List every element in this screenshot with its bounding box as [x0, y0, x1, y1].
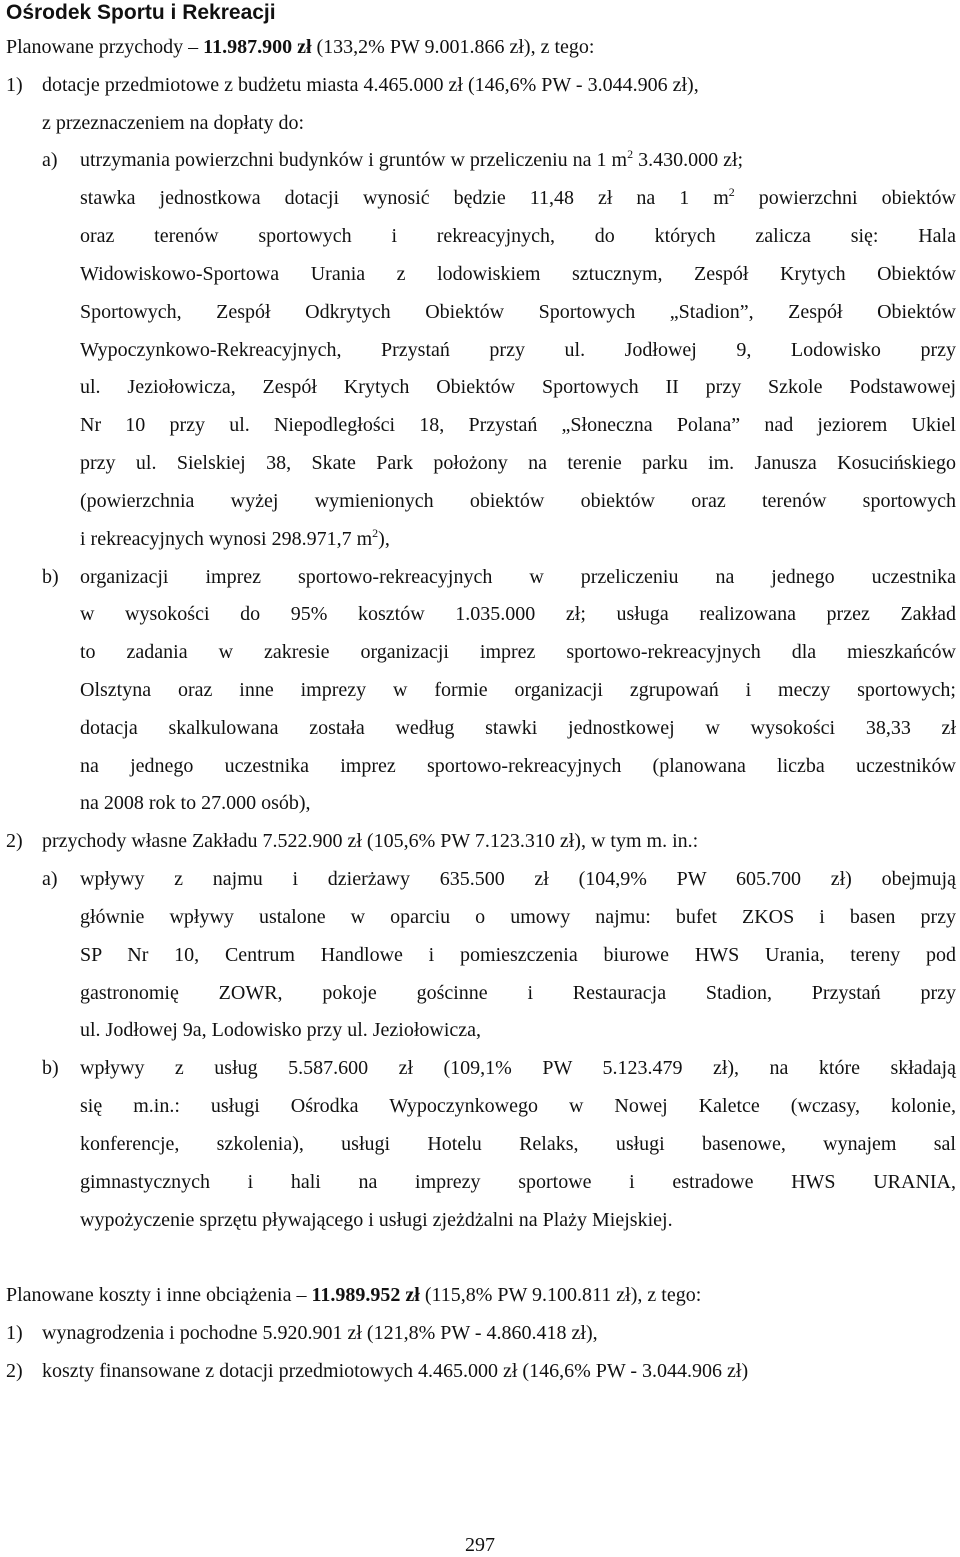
item-b-line: dotacja skalkulowana została według stawki jednostkowej w wysokości 38,33 zł: [80, 717, 956, 739]
item-a-line: (powierzchnia wyżej wymienionych obiektów obiektów oraz terenów sportowych: [80, 490, 956, 512]
item-a-line: ul. Jeziołowicza, Zespół Krytych Obiektów Sportowych II przy Szkole Podstawowej: [80, 376, 956, 398]
item-b-line: to zadania w zakresie organizacji imprez sportowo-rekreacyjnych dla mieszkańców: [80, 641, 956, 663]
list-marker: a): [42, 149, 58, 171]
subsidies-line: dotacje przedmiotowe z budżetu miasta 4.465.000 zł (146,6% PW - 3.044.906 zł),: [42, 74, 699, 96]
item-a-line: przy ul. Sielskiej 38, Skate Park położony na terenie parku im. Janusza Kosucińskiego: [80, 452, 956, 474]
planned-income-label: Planowane przychody: [6, 36, 189, 58]
own-a-line: wpływy z najmu i dzierżawy 635.500 zł (104,9% PW 605.700 zł) obejmują: [80, 868, 956, 890]
planned-costs-line: Planowane koszty i inne obciążenia – 11.989.952 zł (115,8% PW 9.100.811 zł), z tego:: [6, 1284, 702, 1306]
list-marker: 1): [6, 74, 23, 96]
own-income-line: przychody własne Zakładu 7.522.900 zł (105,6% PW 7.123.310 zł), w tym m. in.:: [42, 830, 699, 852]
cost-item-line: wynagrodzenia i pochodne 5.920.901 zł (121,8% PW - 4.860.418 zł),: [42, 1322, 598, 1344]
own-a-line: głównie wpływy ustalone w oparciu o umowy najmu: bufet ZKOS i basen przy: [80, 906, 956, 928]
item-a-line: utrzymania powierzchni budynków i gruntów w przeliczeniu na 1 $m^2$ 3.430.000 zł;: [80, 147, 744, 171]
list-marker: a): [42, 868, 58, 890]
item-a-line: Widowiskowo-Sportowa Urania z lodowiskiem sztucznym, Zespół Krytych Obiektów: [80, 263, 956, 285]
item-b-line: organizacji imprez sportowo-rekreacyjnych w przeliczeniu na jednego uczestnika: [80, 566, 956, 588]
item-a-line: stawka jednostkowa dotacji wynosić będzie 11,48 zł na 1 $m^2$ powierzchni obiektów: [80, 185, 957, 209]
list-marker: 2): [6, 1360, 23, 1382]
own-b-line: wpływy z usług 5.587.600 zł (109,1% PW 5.123.479 zł), na które składają: [80, 1057, 956, 1079]
subsidies-purpose-line: z przeznaczeniem na dopłaty do:: [42, 112, 305, 134]
list-marker: b): [42, 566, 59, 588]
item-a-line: oraz terenów sportowych i rekreacyjnych, do których zalicza się: Hala: [80, 225, 956, 247]
own-b-line: wypożyczenie sprzętu pływającego i usługi zjeżdżalni na Plaży Miejskiej.: [80, 1209, 673, 1231]
list-marker: 2): [6, 830, 23, 852]
own-a-line: gastronomię ZOWR, pokoje gościnne i Restauracja Stadion, Przystań przy: [80, 982, 956, 1004]
item-b-line: na jednego uczestnika imprez sportowo-rekreacyjnych (planowana liczba uczestników: [80, 755, 956, 777]
item-a-line: Wypoczynkowo-Rekreacyjnych, Przystań przy ul. Jodłowej 9, Lodowisko przy: [80, 339, 956, 361]
planned-income-rest: (133,2% PW 9.001.866 zł), z tego:: [311, 36, 595, 58]
cost-item-line: koszty finansowane z dotacji przedmiotowych 4.465.000 zł (146,6% PW - 3.044.906 zł): [42, 1360, 749, 1382]
page-number: 297: [465, 1534, 495, 1556]
list-marker: b): [42, 1057, 59, 1079]
planned-costs-amount: 11.989.952 zł: [311, 1284, 420, 1306]
section-heading: Ośrodek Sportu i Rekreacji: [6, 1, 276, 24]
item-a-line: Nr 10 przy ul. Niepodległości 18, Przystań „Słoneczna Polana” nad jeziorem Ukiel: [80, 414, 956, 436]
planned-income-amount: 11.987.900 zł: [203, 36, 312, 58]
own-a-line: ul. Jodłowej 9a, Lodowisko przy ul. Jeziołowicza,: [80, 1019, 482, 1041]
own-a-line: SP Nr 10, Centrum Handlowe i pomieszczenia biurowe HWS Urania, tereny pod: [80, 944, 956, 966]
item-b-line: Olsztyna oraz inne imprezy w formie organizacji zgrupowań i meczy sportowych;: [80, 679, 956, 701]
item-b-line: na 2008 rok to 27.000 osób),: [80, 792, 311, 814]
own-b-line: się m.in.: usługi Ośrodka Wypoczynkowego w Nowej Kaletce (wczasy, kolonie,: [80, 1095, 956, 1117]
list-marker: 1): [6, 1322, 23, 1344]
item-b-line: w wysokości do 95% kosztów 1.035.000 zł; usługa realizowana przez Zakład: [80, 603, 956, 625]
item-a-line: Sportowych, Zespół Odkrytych Obiektów Sportowych „Stadion”, Zespół Obiektów: [80, 301, 956, 323]
planned-costs-rest: (115,8% PW 9.100.811 zł), z tego:: [419, 1284, 702, 1306]
planned-income-line: Planowane przychody – 11.987.900 zł (133,2% PW 9.001.866 zł), z tego:: [6, 36, 595, 58]
own-b-line: konferencje, szkolenia), usługi Hotelu Relaks, usługi basenowe, wynajem sal: [80, 1133, 956, 1155]
planned-costs-label: Planowane koszty i inne obciążenia: [6, 1284, 297, 1306]
own-b-line: gimnastycznych i hali na imprezy sportowe i estradowe HWS URANIA,: [80, 1171, 956, 1193]
item-a-line: i rekreacyjnych wynosi 298.971,7 $m^2$),: [80, 526, 390, 550]
